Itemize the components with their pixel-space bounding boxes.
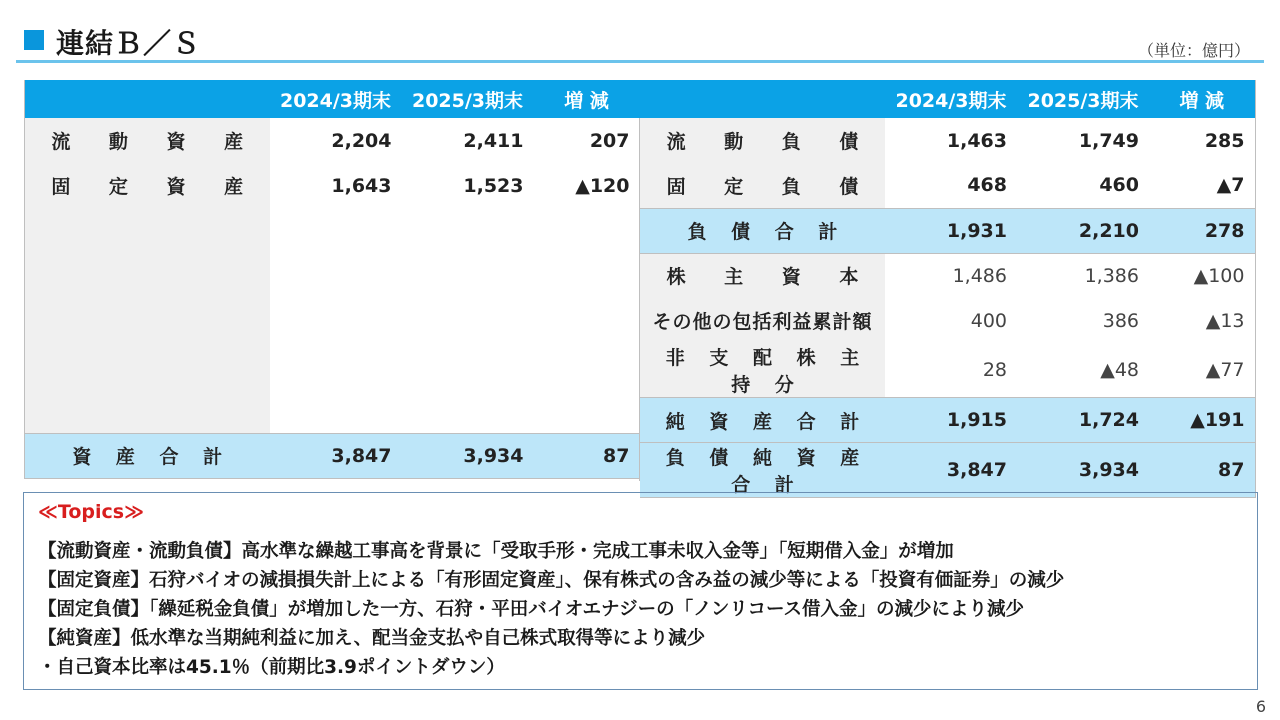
equity-subtotal-row <box>640 398 1255 443</box>
liabilities-header-blank <box>640 80 885 118</box>
assets-header-row <box>25 80 640 118</box>
topic-line: 【純資産】低水準な当期純利益に加え、配当金支払や自己株式取得等により減少 <box>38 628 706 649</box>
cell-curr: 1,386 <box>1084 264 1139 287</box>
spacer-row <box>25 208 640 433</box>
topic-line: ・自己資本比率は45.1％（前期比3.9ポイントダウン） <box>38 657 505 678</box>
table-row <box>640 298 1255 343</box>
assets-table <box>24 80 640 479</box>
cell-prev: 1,931 <box>885 208 1017 253</box>
total-curr: 3,934 <box>1017 443 1149 498</box>
cell-curr: 1,523 <box>463 174 524 197</box>
assets-total-row <box>25 433 640 478</box>
table-row <box>25 118 640 163</box>
unit-note: （単位：億円） <box>1137 41 1250 60</box>
cell-diff: ▲191 <box>1149 398 1255 443</box>
topics-list <box>38 537 1064 682</box>
liabilities-header-diff: 増 減 <box>1149 80 1255 118</box>
liabilities-table <box>640 80 1256 498</box>
liabilities-subtotal-row <box>640 208 1255 253</box>
total-label: 負 債 純 資 産 合 計 <box>640 443 885 498</box>
total-diff: 87 <box>1149 443 1255 498</box>
liabilities-equity-total-row <box>640 443 1255 498</box>
cell-diff: ▲100 <box>1193 264 1245 287</box>
total-diff: 87 <box>534 433 640 478</box>
row-label: 流 動 資 産 <box>25 118 270 163</box>
row-label: 負 債 合 計 <box>640 208 885 253</box>
cell-prev: 400 <box>970 309 1007 332</box>
assets-header-diff: 増 減 <box>534 80 640 118</box>
table-row <box>25 163 640 208</box>
row-label: 非 支 配 株 主 持 分 <box>640 343 885 398</box>
table-row <box>640 118 1255 163</box>
row-label: 固 定 負 債 <box>640 163 885 208</box>
row-label: 固 定 資 産 <box>25 163 270 208</box>
total-label: 資 産 合 計 <box>25 433 270 478</box>
cell-diff: ▲120 <box>575 174 630 197</box>
liabilities-header-prev: 2024/3期末 <box>885 80 1017 118</box>
cell-curr: ▲48 <box>1100 359 1139 381</box>
row-label: 株 主 資 本 <box>640 253 885 298</box>
total-prev: 3,847 <box>270 433 402 478</box>
topic-line: 【固定負債】「繰延税金負債」が増加した一方、石狩・平田バイオエナジーの「ノンリコース借入金」の減少により減少 <box>38 599 1025 620</box>
title-underline <box>16 60 1264 63</box>
page-number: 6 <box>1255 697 1266 716</box>
topics-box <box>23 492 1258 690</box>
cell-diff: ▲13 <box>1205 309 1245 332</box>
table-row <box>640 163 1255 208</box>
cell-prev: 2,204 <box>331 129 392 152</box>
page-title: 連結Ｂ／Ｓ <box>56 27 202 60</box>
cell-curr: 386 <box>1102 309 1139 332</box>
assets-header-blank <box>25 80 270 118</box>
cell-prev: 1,463 <box>946 129 1007 152</box>
table-row <box>640 343 1255 398</box>
title-marker <box>24 30 44 50</box>
row-label: 純 資 産 合 計 <box>640 398 885 443</box>
cell-prev: 468 <box>967 174 1007 197</box>
topic-line: 【固定資産】石狩バイオの減損損失計上による「有形固定資産」、保有株式の含み益の減少等による「投資有価証券」の減少 <box>38 570 1065 591</box>
total-curr: 3,934 <box>402 433 534 478</box>
cell-prev: 1,643 <box>331 174 392 197</box>
table-row <box>640 253 1255 298</box>
topic-line: 【流動資産・流動負債】高水準な繰越工事高を背景に「受取手形・完成工事未収入金等」「短期借入金」が増加 <box>38 541 954 562</box>
cell-prev: 1,915 <box>885 398 1017 443</box>
cell-curr: 1,724 <box>1017 398 1149 443</box>
cell-diff: ▲7 <box>1216 174 1245 197</box>
topics-title: ≪Topics≫ <box>38 501 144 523</box>
cell-diff: 207 <box>589 129 630 152</box>
total-prev: 3,847 <box>885 443 1017 498</box>
row-label: 流 動 負 債 <box>640 118 885 163</box>
cell-diff: ▲77 <box>1205 359 1245 381</box>
cell-diff: 285 <box>1204 129 1245 152</box>
cell-diff: 278 <box>1149 208 1255 253</box>
cell-curr: 1,749 <box>1078 129 1139 152</box>
cell-curr: 2,411 <box>463 129 524 152</box>
cell-prev: 1,486 <box>952 264 1007 287</box>
assets-header-curr: 2025/3期末 <box>402 80 534 118</box>
cell-curr: 460 <box>1099 174 1139 197</box>
assets-header-prev: 2024/3期末 <box>270 80 402 118</box>
liabilities-header-curr: 2025/3期末 <box>1017 80 1149 118</box>
cell-curr: 2,210 <box>1017 208 1149 253</box>
cell-prev: 28 <box>982 359 1007 381</box>
liabilities-header-row <box>640 80 1255 118</box>
row-label: その他の包括利益累計額 <box>640 298 885 343</box>
